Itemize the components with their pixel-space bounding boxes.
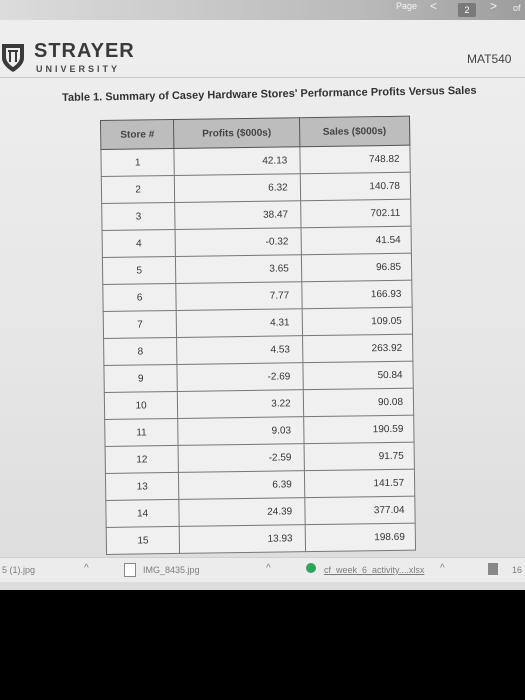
data-table-wrapper bbox=[100, 116, 416, 555]
cell-sales: 141.57 bbox=[304, 469, 415, 498]
cell-store: 14 bbox=[106, 499, 180, 527]
header-divider bbox=[0, 77, 525, 78]
strayer-shield-icon bbox=[0, 42, 26, 74]
table-header-row bbox=[101, 116, 410, 149]
cell-profits: 6.39 bbox=[179, 471, 305, 500]
cell-store: 7 bbox=[103, 310, 177, 338]
cell-store: 9 bbox=[104, 364, 178, 392]
download-item-xlsx[interactable]: cf_week_6_activity....xlsx bbox=[324, 565, 425, 575]
data-table bbox=[100, 116, 416, 555]
cell-store: 6 bbox=[103, 283, 177, 311]
cell-sales: 702.11 bbox=[300, 199, 411, 228]
cell-sales: 190.59 bbox=[303, 415, 414, 444]
cell-profits: 24.39 bbox=[179, 498, 305, 527]
cell-sales: 50.84 bbox=[303, 361, 414, 390]
cell-sales: 263.92 bbox=[302, 334, 413, 363]
cell-profits: -0.32 bbox=[175, 228, 301, 257]
table-row bbox=[103, 280, 412, 311]
spreadsheet-file-icon bbox=[306, 563, 316, 573]
brand-subtitle: UNIVERSITY bbox=[36, 64, 121, 74]
cell-sales: 109.05 bbox=[302, 307, 413, 336]
cell-profits: -2.69 bbox=[177, 363, 303, 392]
table-row bbox=[105, 415, 414, 446]
page-label: Page bbox=[396, 1, 418, 11]
table-row bbox=[103, 307, 412, 338]
cell-profits: 4.53 bbox=[177, 336, 303, 365]
cell-store: 13 bbox=[105, 472, 179, 500]
cell-profits: 38.47 bbox=[175, 201, 301, 230]
page-of-label: of bbox=[513, 3, 521, 13]
table-row bbox=[104, 334, 413, 365]
column-header-profits: Profits ($000s) bbox=[174, 118, 300, 149]
image-file-icon bbox=[124, 563, 136, 577]
download-item-right[interactable]: 16 bbox=[512, 565, 523, 575]
table-row bbox=[106, 523, 415, 554]
downloads-bar bbox=[0, 557, 525, 582]
table-caption: Table 1. Summary of Casey Hardware Stores' Performance Profits Versus Sales bbox=[62, 84, 477, 104]
download-item-left[interactable]: 5 (1).jpg bbox=[2, 565, 36, 575]
cell-store: 3 bbox=[102, 202, 176, 230]
cell-store: 5 bbox=[102, 256, 176, 284]
chevron-up-icon[interactable]: ^ bbox=[84, 563, 89, 574]
table-row bbox=[102, 253, 411, 284]
cell-sales: 748.82 bbox=[300, 145, 411, 174]
table-row bbox=[105, 442, 414, 473]
chevron-up-icon[interactable]: ^ bbox=[440, 563, 445, 574]
cell-profits: 6.32 bbox=[174, 174, 300, 203]
column-header-store: Store # bbox=[101, 119, 175, 149]
cell-store: 11 bbox=[105, 418, 179, 446]
cell-store: 4 bbox=[102, 229, 176, 257]
cell-profits: 4.31 bbox=[176, 309, 302, 338]
table-row bbox=[101, 172, 410, 203]
cell-profits: 3.65 bbox=[176, 255, 302, 284]
cell-sales: 166.93 bbox=[301, 280, 412, 309]
cell-store: 15 bbox=[106, 526, 180, 554]
cell-profits: 3.22 bbox=[178, 390, 304, 419]
cell-store: 8 bbox=[104, 337, 178, 365]
table-row bbox=[102, 226, 411, 257]
cell-store: 12 bbox=[105, 445, 179, 473]
cell-profits: 9.03 bbox=[178, 417, 304, 446]
cell-sales: 377.04 bbox=[305, 496, 416, 525]
cell-sales: 198.69 bbox=[305, 523, 416, 552]
table-row bbox=[106, 496, 415, 527]
table-row bbox=[105, 469, 414, 500]
pdf-viewer-toolbar bbox=[0, 0, 525, 20]
table-row bbox=[102, 199, 411, 230]
cell-sales: 91.75 bbox=[304, 442, 415, 471]
cell-store: 1 bbox=[101, 148, 175, 176]
current-page-field[interactable]: 2 bbox=[458, 3, 476, 17]
cell-profits: 13.93 bbox=[179, 525, 305, 554]
next-page-icon[interactable]: > bbox=[490, 0, 498, 13]
chevron-up-icon[interactable]: ^ bbox=[266, 563, 271, 574]
column-header-sales: Sales ($000s) bbox=[299, 116, 410, 147]
cell-profits: 42.13 bbox=[174, 147, 300, 176]
course-code: MAT540 bbox=[467, 52, 512, 66]
cell-profits: -2.59 bbox=[178, 444, 304, 473]
cell-store: 2 bbox=[101, 175, 175, 203]
table-row bbox=[101, 145, 410, 176]
previous-page-icon[interactable]: < bbox=[430, 0, 438, 13]
cell-store: 10 bbox=[104, 391, 178, 419]
cell-sales: 41.54 bbox=[301, 226, 412, 255]
brand-name: STRAYER bbox=[34, 40, 135, 62]
cell-sales: 96.85 bbox=[301, 253, 412, 282]
table-row bbox=[104, 361, 413, 392]
cell-profits: 7.77 bbox=[176, 282, 302, 311]
table-row bbox=[104, 388, 413, 419]
file-icon bbox=[488, 563, 498, 575]
table-body bbox=[101, 145, 416, 554]
cell-sales: 90.08 bbox=[303, 388, 414, 417]
cell-sales: 140.78 bbox=[300, 172, 411, 201]
download-item-img[interactable]: IMG_8435.jpg bbox=[143, 565, 200, 575]
